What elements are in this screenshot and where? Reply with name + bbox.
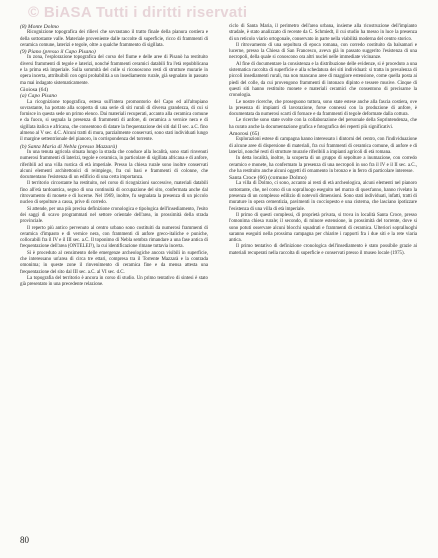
section-heading: Santa Croce (66) (comune Dolmo) (229, 175, 307, 182)
paragraph: Il reperto più antico pervenuto al centro urbano sono costituiti da numerosi frammenti di ceramica d'impasto e di vernice nera, con frammenti di anfore greco-italiche e puniche, collocabili fra il IV e il III sec. a.C. Il toponimo di Nebla sembra rimandare a una fase antica di frequentazione dell'area (ONTELEI?), la cui identificazione rimane tuttavia incerta. (20, 225, 208, 250)
watermark: © BiASA Tutti i diritti riservati (28, 4, 248, 21)
paragraph: ciclo di Santa Maria, il perimetro dell'area urbana, insieme alla ricostruzione dell'impianto stradale, è stato analizzato di recente da C. Schmiedt, il cui studio ha messo in luce la presenza di un reticolo viario ortogonale, conservato in parte nella viabilità moderna del centro storico. (229, 24, 417, 42)
paragraph: Il territorio circostante ha restituito, nel corso di ricognizioni successive, materiali databili fino all'età tardoantica, segno di una continuità di occupazione del sito, confermata anche dal ritrovamento di monete e di lucerne. Nel 1969, inoltre, fu segnalata la presenza di un piccolo nucleo di sepolture a cassa, prive di corredo. (20, 181, 208, 206)
paragraph: In zona, l'esplorazione topografica del corso del fiume e delle aree di Pisanò ha restituito diversi frammenti di tegole e laterizi, nonché frammenti ceramici databili fra l'età repubblicana e la prima età imperiale. Sulla sommità del colle si riconoscono resti di strutture murarie in opera incerta, attribuibili con ogni probabilità a un insediamento rurale, già segnalato in passato ma mai indagato sistematicamente. (20, 55, 208, 86)
section-heading: Gioiosa (64) (20, 86, 49, 93)
paragraph: La villa di Dolmo, ci sono, accanto ai resti di età archeologica, alcuni elementi nel pianoro sottostante, che, nel corso di un sopralluogo eseguito nel marzo di quest'anno, hanno rivelato la presenza di un complesso edilizio di notevoli dimensioni. Sono stati individuati, infatti, tratti di murature in opera cementizia, pavimenti in cocciopesto e una cisterna, che lasciano ipotizzare l'esistenza di una villa di età imperiale. (229, 181, 417, 212)
section-heading: Amorosi (65) (229, 131, 260, 138)
section-heading: (9) Piano (presso il Capo Pisano) (20, 49, 96, 56)
paragraph: In una tenuta agricola situata lungo la strada che conduce alla località, sono stati rinvenuti numerosi frammenti di laterizi, tegole e ceramica, in particolare di sigillata africana e di anfore, riferibili ad una villa rustica di età imperiale. Presso la chiesa rurale sono inoltre conservati alcuni elementi architettonici di reimpiego, fra cui basi e frammenti di colonne, che documentano l'esistenza di un edificio di una certa importanza. (20, 149, 208, 181)
paragraph: Al fine di documentare la consistenza e la distribuzione delle evidenze, si è proceduto a una sistematica raccolta di superficie e alla schedatura dei siti individuati: si tratta in prevalenza di piccoli insediamenti rurali, ma non mancano aree di maggiore estensione, come quella posta ai piedi del colle, da cui provengono frammenti di intonaco dipinto e tessere musive. Cinque di questi siti hanno restituito monete e materiali ceramici che consentono di precisarne la cronologia. (229, 61, 417, 99)
paragraph: Il primo tentativo di definizione cronologica dell'insediamento è stato possibile grazie ai materiali recuperati nella raccolta di superficie e conservati presso il museo locale (1975). (229, 244, 417, 256)
paragraph: Le nostre ricerche, che proseguono tuttora, sono state estese anche alla fascia costiera, ove la presenza di impianti di lavorazione, forse connessi con la produzione di anfore, è documentata da numerosi scarti di fornace e da frammenti di tegole deformate dalla cottura. (229, 99, 417, 118)
paragraph: In detta località, inoltre, la scoperta di un gruppo di sepolture a inumazione, con corredo ceramico e monete, ha confermato la presenza di una necropoli in uso fra il IV e il II sec. a.C., che ha restituito anche alcuni oggetti di ornamento in bronzo e in ferro di particolare interesse. (229, 156, 417, 174)
paragraph: Si è proceduto al censimento delle emergenze archeologiche ancora visibili in superficie, che interessano un'area di circa tre ettari, compresa tra il Torrente Mazzarà e la contrada omonima; in queste zone il rinvenimento di ceramica fine e da mensa attesta una frequentazione del sito dal III sec. a.C. al VI sec. d.C. (20, 250, 208, 275)
section-heading: (8) Monte Dolmo (20, 24, 59, 30)
paragraph: La topografia del territorio è ancora in corso di studio. Un primo tentativo di sintesi è stato già presentato in una precedente relazione. (20, 275, 208, 288)
page-number: 80 (20, 535, 29, 545)
paragraph: Si attende, per una più precisa definizione cronologica e tipologica dell'insediamento, l'esito dei saggi di scavo programmati nel settore orientale dell'area, in prossimità della strada provinciale. (20, 206, 208, 225)
paragraph: Il primo di questi complessi, di proprietà privata, si trova in località Santa Croce, presso l'omonima chiesa rurale; il secondo, di minore estensione, in prossimità del torrente, dove si sono potuti osservare alcuni blocchi squadrati e frammenti di ceramica. Ulteriori sopralluoghi saranno eseguiti nella prossima campagna per chiarire i rapporti fra i due siti e la rete viaria antica. (229, 212, 417, 244)
paragraph: Ricognizione topografica dei rilievi che sovrastano il tratto finale della pianura costiera e della sottostante valle. Materiale proveniente dalle raccolte di superficie, ricco di frammenti di ceramica comune, laterizi e tegole, oltre a qualche frammento di sigillata. (20, 30, 208, 48)
section-heading: (a) Capo Pisano (20, 93, 57, 100)
right-column (229, 24, 417, 257)
section-heading: (b) Santa Maria di Nebla (presso Mazzarà) (20, 143, 118, 150)
left-column (20, 24, 208, 288)
paragraph: La ricognizione topografica, estesa sull'intera promontorio del Capo ed all'altopiano sovrastante, ha portato alla scoperta di una serie di siti rurali di diversa grandezza, di cui si fornisce in questa sede un primo elenco. Dai materiali recuperati, accanto alla ceramica comune e da fuoco, si segnala la presenza di frammenti di anfore, di ceramica a vernice nera e di sigillata italica e africana, che consentono di datare la frequentazione dei siti dal II sec. a.C. fino almeno al V sec. d.C. Alcuni tratti di mura, parzialmente conservati, sono stati individuati lungo il margine settentrionale del pianoro, in corrispondenza del torrente. (20, 99, 208, 143)
paragraph: Il ritrovamento di una sepoltura di epoca romana, con corredo costituito da balsamari e lucerne, presso la Chiesa di San Francesco, aveva già in passato suggerito l'esistenza di una necropoli, della quale si conoscono ora altri nuclei nelle immediate vicinanze. (229, 42, 417, 61)
paragraph: Esplorazioni estese di campagna hanno interessato i dintorni del centro, con l'individuazione di alcune aree di dispersione di materiali, fra cui frammenti di ceramica comune, di anfore e di laterizi, nonché resti di strutture murarie riferibili a impianti agricoli di età romana. (229, 137, 417, 155)
paragraph: Le ricerche sono state svolte con la collaborazione del personale della Soprintendenza, che ha curato anche la documentazione grafica e fotografica dei reperti più significativi. (229, 118, 417, 130)
